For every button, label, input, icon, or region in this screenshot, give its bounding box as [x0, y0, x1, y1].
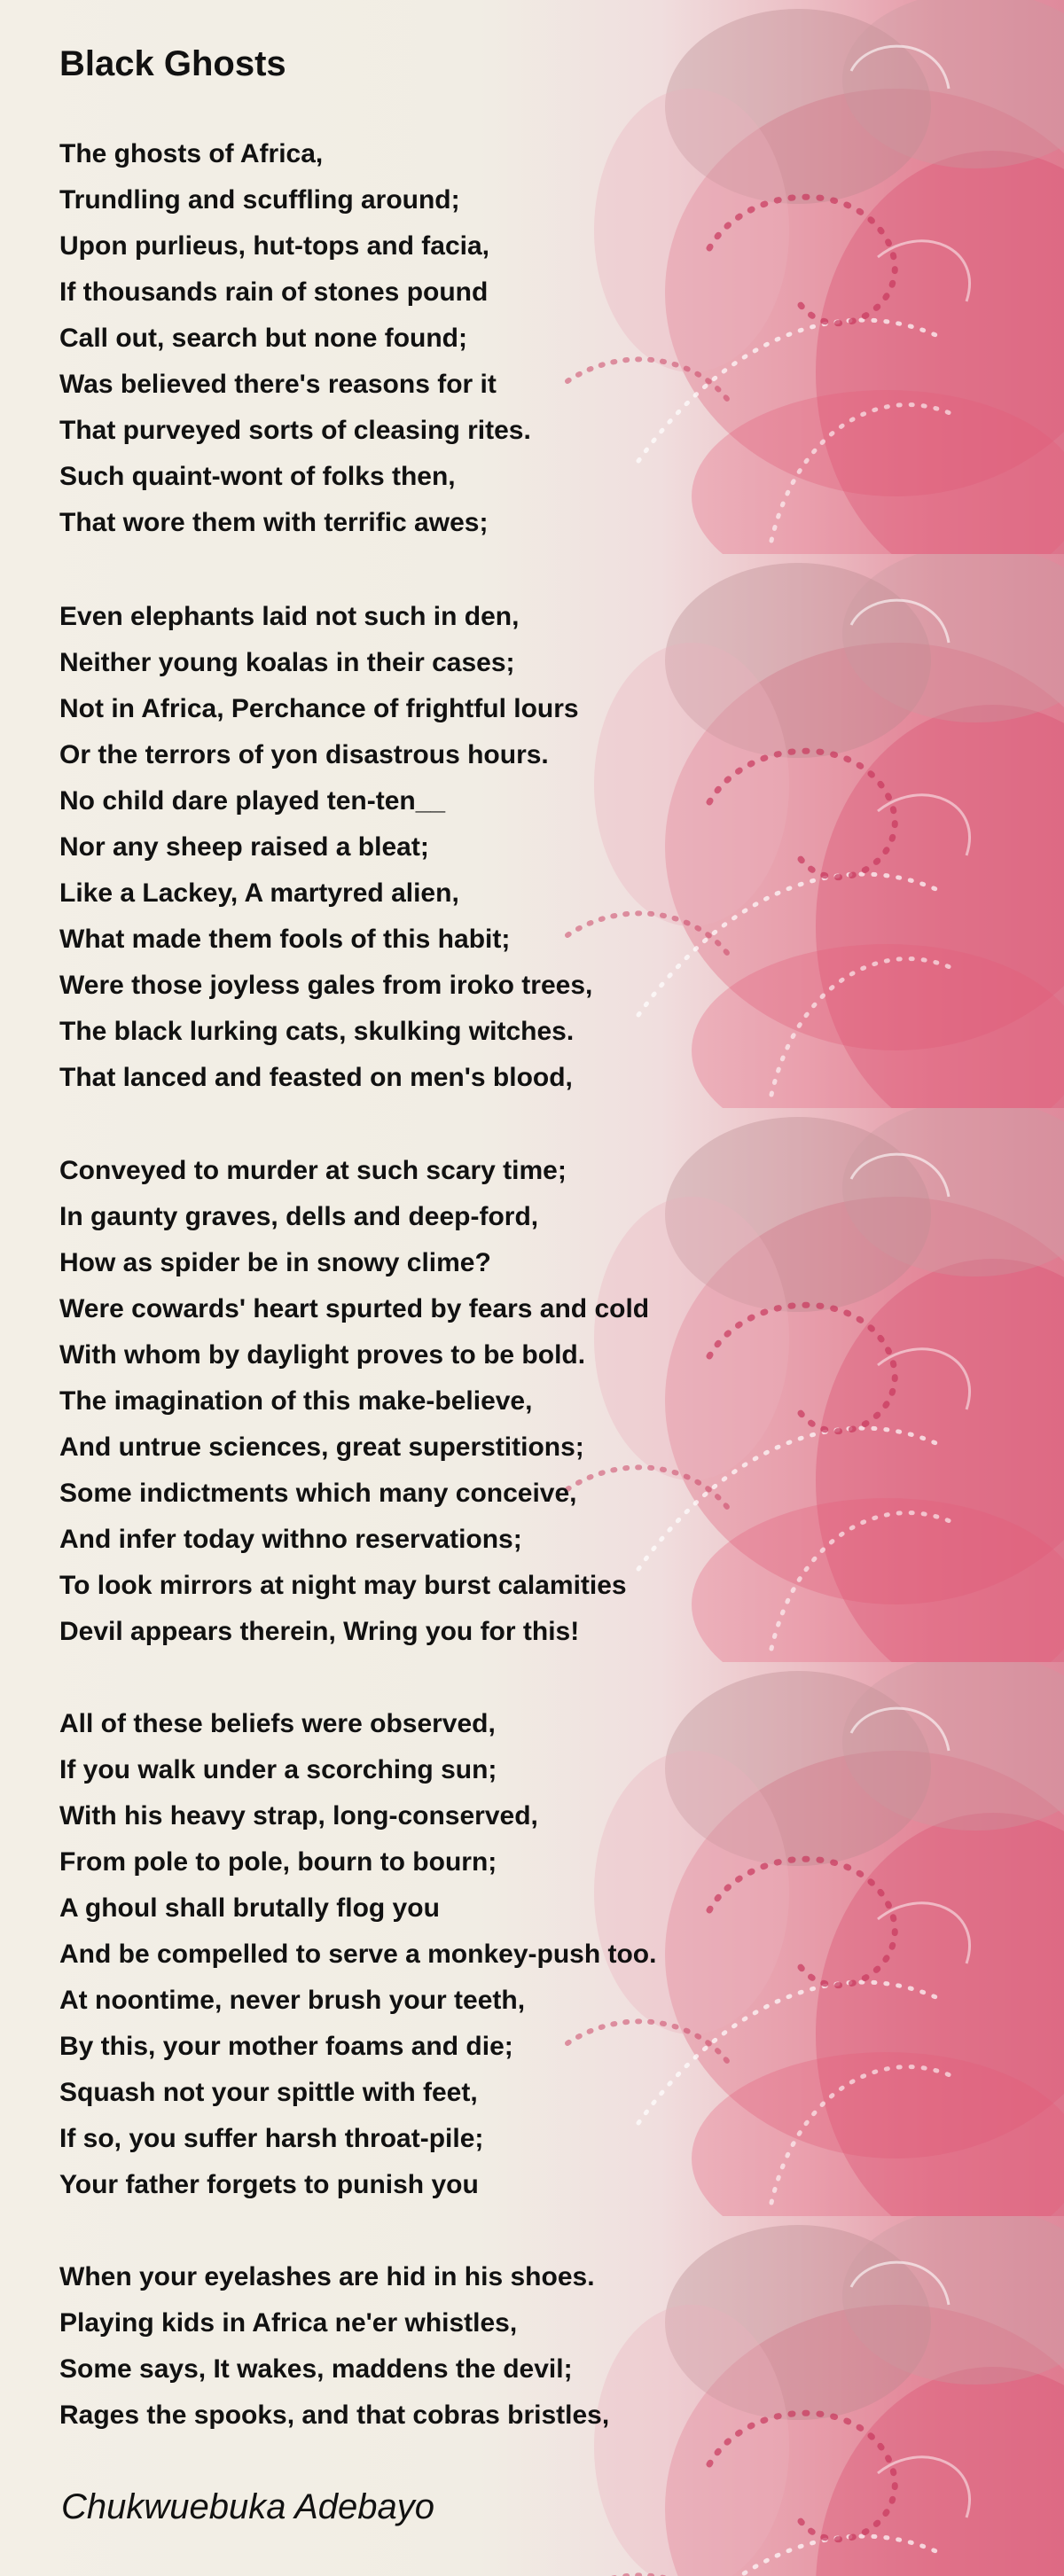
poem-line: Were cowards' heart spurted by fears and cold: [59, 1294, 650, 1323]
stanza: [59, 1148, 649, 1655]
poem-line: If thousands rain of stones pound: [59, 277, 489, 307]
poem-line: Conveyed to murder at such scary time;: [59, 1156, 567, 1185]
stanza: [59, 2254, 609, 2439]
poem-line: Call out, search but none found;: [59, 324, 467, 353]
stanza: [59, 131, 531, 546]
poem-line: With his heavy strap, long-conserved,: [59, 1801, 538, 1831]
poem-line: Playing kids in Africa ne'er whistles,: [59, 2308, 518, 2338]
poem-line: The imagination of this make-believe,: [59, 1386, 533, 1416]
poem-line: Neither young koalas in their cases;: [59, 648, 515, 677]
poem-line: Was believed there's reasons for it: [59, 370, 497, 399]
poem-line: By this, your mother foams and die;: [59, 2032, 513, 2061]
poem-line: Some indictments which many conceive,: [59, 1479, 577, 1508]
poem-line: At noontime, never brush your teeth,: [59, 1986, 526, 2015]
poem-line: Even elephants laid not such in den,: [59, 602, 520, 631]
poem-line: What made them fools of this habit;: [59, 925, 511, 954]
poem-line: And infer today withno reservations;: [59, 1525, 522, 1554]
poem-line: If you walk under a scorching sun;: [59, 1755, 497, 1784]
poem-line: Or the terrors of yon disastrous hours.: [59, 740, 549, 769]
poem-line: No child dare played ten-ten__: [59, 786, 446, 816]
poem-line: That wore them with terrific awes;: [59, 508, 489, 537]
poem-line: And be compelled to serve a monkey-push too.: [59, 1940, 657, 1969]
poem-line: Trundling and scuffling around;: [59, 185, 460, 215]
poem-line: From pole to pole, bourn to bourn;: [59, 1847, 497, 1877]
poem-line: Not in Africa, Perchance of frightful lours: [59, 694, 579, 723]
poem-line: Such quaint-wont of folks then,: [59, 462, 456, 491]
poem-title: Black Ghosts: [59, 44, 286, 83]
poem-line: Rages the spooks, and that cobras bristles,: [59, 2400, 610, 2430]
poem-line: Some says, It wakes, maddens the devil;: [59, 2354, 573, 2384]
poem-line: The black lurking cats, skulking witches.: [59, 1017, 575, 1046]
poem-line: Your father forgets to punish you: [59, 2170, 479, 2199]
poem-line: With whom by daylight proves to be bold.: [59, 1340, 586, 1370]
poem-line: Like a Lackey, A martyred alien,: [59, 878, 459, 908]
stanza: [59, 1701, 656, 2208]
poem-line: To look mirrors at night may burst calamities: [59, 1571, 627, 1600]
poem-line: A ghoul shall brutally flog you: [59, 1893, 440, 1923]
poem-line: That lanced and feasted on men's blood,: [59, 1063, 573, 1092]
poem-line: If so, you suffer harsh throat-pile;: [59, 2124, 484, 2153]
poem-line: In gaunty graves, dells and deep-ford,: [59, 1202, 539, 1231]
author-name: Chukwuebuka Adebayo: [61, 2487, 435, 2526]
poem-line: Were those joyless gales from iroko trees,: [59, 971, 593, 1000]
poem-line: The ghosts of Africa,: [59, 139, 324, 168]
poem-line: Devil appears therein, Wring you for this!: [59, 1617, 580, 1646]
stanza: [59, 594, 592, 1101]
poem-line: When your eyelashes are hid in his shoes.: [59, 2262, 595, 2291]
poem-line: Upon purlieus, hut-tops and facia,: [59, 231, 490, 261]
poem-line: And untrue sciences, great superstitions;: [59, 1432, 584, 1462]
poem-line: How as spider be in snowy clime?: [59, 1248, 491, 1277]
poem-line: All of these beliefs were observed,: [59, 1709, 496, 1738]
poem-line: Nor any sheep raised a bleat;: [59, 832, 429, 862]
poem-line: That purveyed sorts of cleasing rites.: [59, 416, 531, 445]
poem-line: Squash not your spittle with feet,: [59, 2078, 478, 2107]
